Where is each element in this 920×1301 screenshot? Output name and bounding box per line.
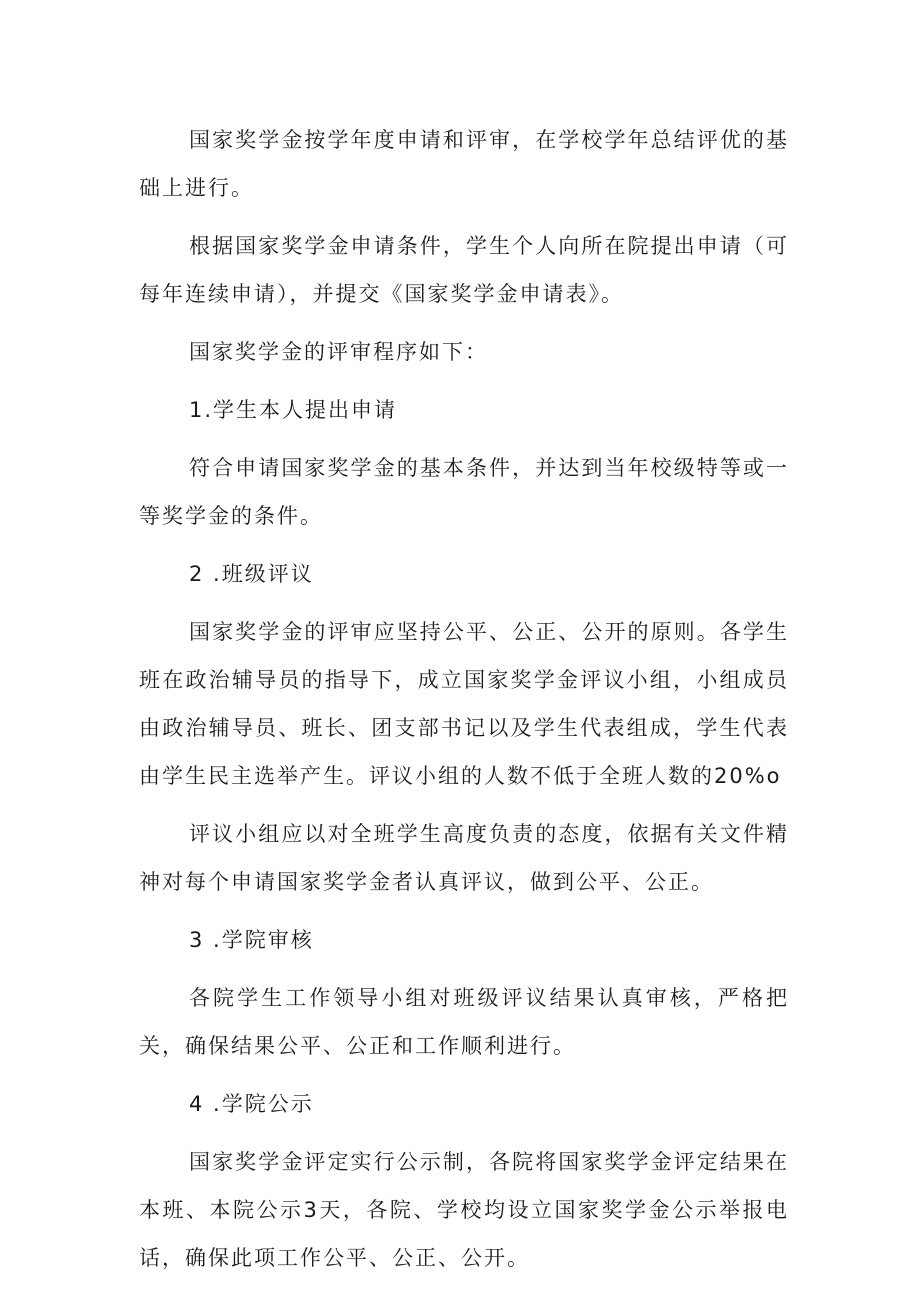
heading-step-2: 2 .班级评议 <box>189 562 314 586</box>
heading-step-3: 3 .学院审核 <box>189 928 314 952</box>
paragraph-intro: 国家奖学金按学年度申请和评审，在学校学年总结评优的基础上进行。 <box>139 128 789 200</box>
heading-step-4: 4 .学院公示 <box>189 1092 314 1116</box>
paragraph-step-1: 符合申请国家奖学金的基本条件，并达到当年校级特等或一等奖学金的条件。 <box>139 456 789 528</box>
heading-step-1: 1.学生本人提出申请 <box>189 398 398 422</box>
paragraph-step-2: 国家奖学金的评审应坚持公平、公正、公开的原则。各学生班在政治辅导员的指导下，成立国家奖学金评议小组，小组成员由政治辅导员、班长、团支部书记以及学生代表组成，学生代表由学生民主选举产生。评议小组的人数不低于全班人数的20%o <box>139 620 789 788</box>
paragraph-application: 根据国家奖学金申请条件，学生个人向所在院提出申请（可每年连续申请），并提交《国家奖学金申请表》。 <box>139 234 789 306</box>
document-body <box>139 116 789 1282</box>
paragraph-procedure-intro: 国家奖学金的评审程序如下： <box>189 340 488 364</box>
paragraph-step-4: 国家奖学金评定实行公示制，各院将国家奖学金评定结果在本班、本院公示3天，各院、学校均设立国家奖学金公示举报电话，确保此项工作公平、公正、公开。 <box>139 1150 789 1270</box>
paragraph-step-3: 各院学生工作领导小组对班级评议结果认真审核，严格把关，确保结果公平、公正和工作顺利进行。 <box>139 986 789 1058</box>
paragraph-step-2-review: 评议小组应以对全班学生高度负责的态度，依据有关文件精神对每个申请国家奖学金者认真评议，做到公平、公正。 <box>139 822 789 894</box>
